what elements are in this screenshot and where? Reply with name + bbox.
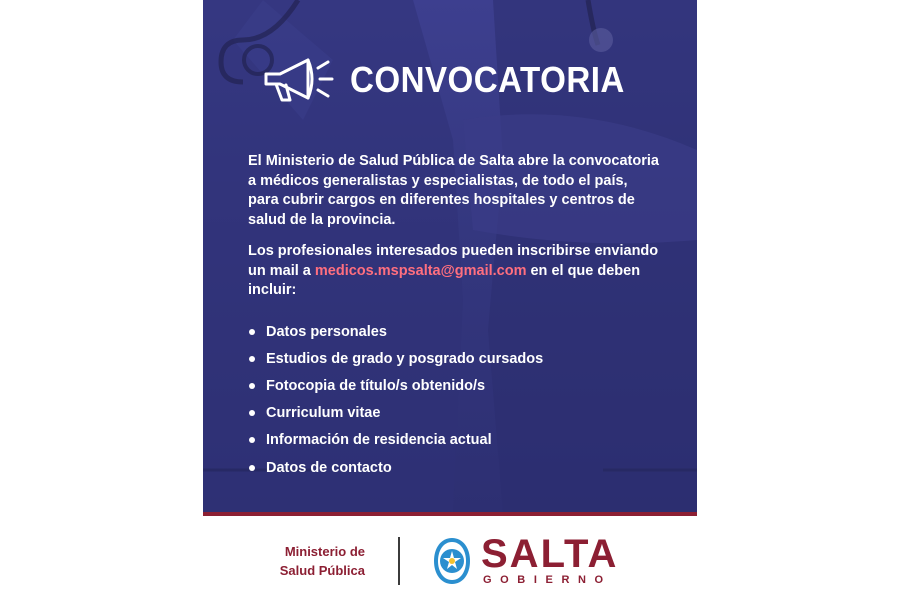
page-title: CONVOCATORIA (350, 59, 625, 100)
requirement-label: Información de residencia actual (266, 432, 492, 449)
intro-line: salud de la provincia. (248, 211, 396, 228)
requirements-list (248, 318, 543, 481)
contact-suffix: en el que deben (526, 262, 641, 279)
list-item (248, 454, 543, 481)
ministry-line: Salud Pública (279, 563, 365, 578)
contact-prefix: un mail a (248, 262, 315, 279)
list-item (248, 345, 543, 372)
salta-sun-emblem-icon (432, 536, 472, 586)
contact-line: Los profesionales interesados pueden inscribirse enviando (248, 243, 659, 259)
requirement-label: Fotocopia de título/s obtenido/s (266, 377, 486, 394)
contact-line (248, 262, 668, 282)
requirement-label: Datos de contacto (266, 459, 392, 476)
requirement-label: Estudios de grado y posgrado cursados (266, 350, 544, 367)
requirement-label: Curriculum vitae (266, 405, 381, 422)
ministry-label (270, 542, 365, 580)
brand-name: SALTA (481, 532, 619, 576)
contact-paragraph (248, 242, 668, 301)
brand-subtitle: GOBIERNO (483, 574, 612, 586)
intro-line: para cubrir cargos en diferentes hospitales y centros de (248, 192, 635, 208)
bullet-icon (249, 329, 255, 335)
bullet-icon (249, 410, 255, 416)
email-link[interactable]: medicos.mspsalta@gmail.com (314, 262, 527, 279)
bullet-icon (249, 437, 255, 443)
footer-divider (398, 537, 400, 585)
bullet-icon (249, 383, 255, 389)
bullet-icon (249, 356, 255, 362)
megaphone-icon (256, 54, 336, 106)
requirement-label: Datos personales (266, 323, 387, 340)
contact-line: incluir: (248, 282, 297, 298)
list-item (248, 318, 543, 345)
headline (256, 58, 649, 102)
list-item (248, 400, 543, 427)
list-item (248, 427, 543, 454)
bullet-icon (249, 465, 255, 471)
poster-bottom-band (203, 512, 697, 516)
ministry-line: Ministerio de (284, 544, 365, 559)
intro-paragraph (248, 152, 668, 230)
intro-line: El Ministerio de Salud Pública de Salta abre la convocatoria (248, 153, 659, 169)
list-item (248, 372, 543, 399)
intro-line: a médicos generalistas y especialistas, de todo el país, (248, 172, 628, 189)
